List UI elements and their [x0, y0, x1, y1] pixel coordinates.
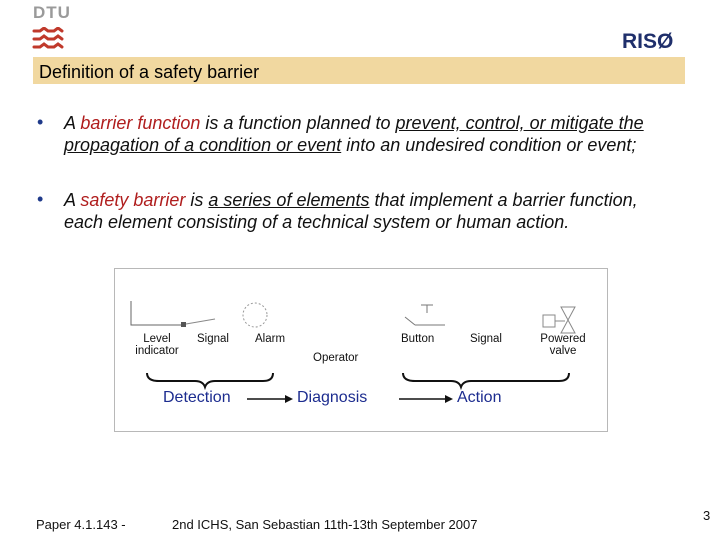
- bullet-2-underlined: a series of elements: [208, 190, 370, 210]
- bullet-1: [64, 112, 684, 156]
- barrier-diagram: [114, 268, 608, 432]
- bullet-1-part: A: [64, 113, 81, 133]
- label-operator: Operator: [313, 352, 359, 364]
- label-powered-valve: [535, 333, 591, 357]
- bullet-marker: •: [37, 112, 44, 132]
- label-level: Level: [143, 333, 171, 345]
- level-sensor-icon: [181, 322, 186, 327]
- riso-logo: RISØ: [622, 30, 674, 53]
- term-barrier-function: barrier function: [80, 113, 201, 133]
- button-icon: [405, 305, 433, 325]
- label-level-indicator: [129, 333, 185, 357]
- bullet-1-underlined: prevent, control, or mitigate the propagation of a condition or event: [64, 113, 644, 155]
- label-button: Button: [401, 333, 435, 345]
- label-valve: valve: [549, 345, 577, 357]
- footer-conference: 2nd ICHS, San Sebastian 11th-13th September 2007: [172, 517, 478, 532]
- valve-actuator-icon: [543, 315, 555, 327]
- powered-valve-icon: [561, 307, 575, 333]
- bullet-1-part: is a function planned to: [200, 113, 396, 133]
- footer-paper-ref: Paper 4.1.143 -: [36, 517, 126, 532]
- bullet-marker: •: [37, 189, 44, 209]
- stage-action: Action: [457, 389, 502, 406]
- label-alarm: Alarm: [255, 333, 286, 345]
- term-safety-barrier: safety barrier: [80, 190, 186, 210]
- bullet-2: [64, 189, 664, 233]
- label-signal-left: Signal: [197, 333, 229, 345]
- dtu-logo-text: DTU: [33, 3, 71, 22]
- stage-detection: Detection: [163, 389, 231, 406]
- alarm-icon: [243, 303, 267, 327]
- action-brace: [403, 373, 569, 387]
- bullet-2-part: A: [64, 190, 81, 210]
- page-number: 3: [703, 508, 711, 523]
- level-tank-shape: [131, 301, 185, 325]
- stage-diagnosis: Diagnosis: [297, 389, 368, 406]
- arrowhead-icon: [445, 395, 453, 403]
- bullet-1-part: into an undesired condition or event;: [341, 135, 637, 155]
- signal-wire-left: [186, 319, 215, 324]
- dtu-logo-icon: [32, 27, 66, 53]
- title-bar: [33, 57, 685, 84]
- bullet-2-part: that implement a barrier function, each element consisting of a technical system or human action.: [64, 190, 638, 232]
- label-powered: Powered: [540, 333, 586, 345]
- bullet-2-part: is: [185, 190, 209, 210]
- label-signal-right: Signal: [470, 333, 502, 345]
- label-indicator: indicator: [135, 345, 179, 357]
- arrowhead-icon: [285, 395, 293, 403]
- detection-brace: [147, 373, 273, 387]
- page-title: Definition of a safety barrier: [39, 62, 260, 82]
